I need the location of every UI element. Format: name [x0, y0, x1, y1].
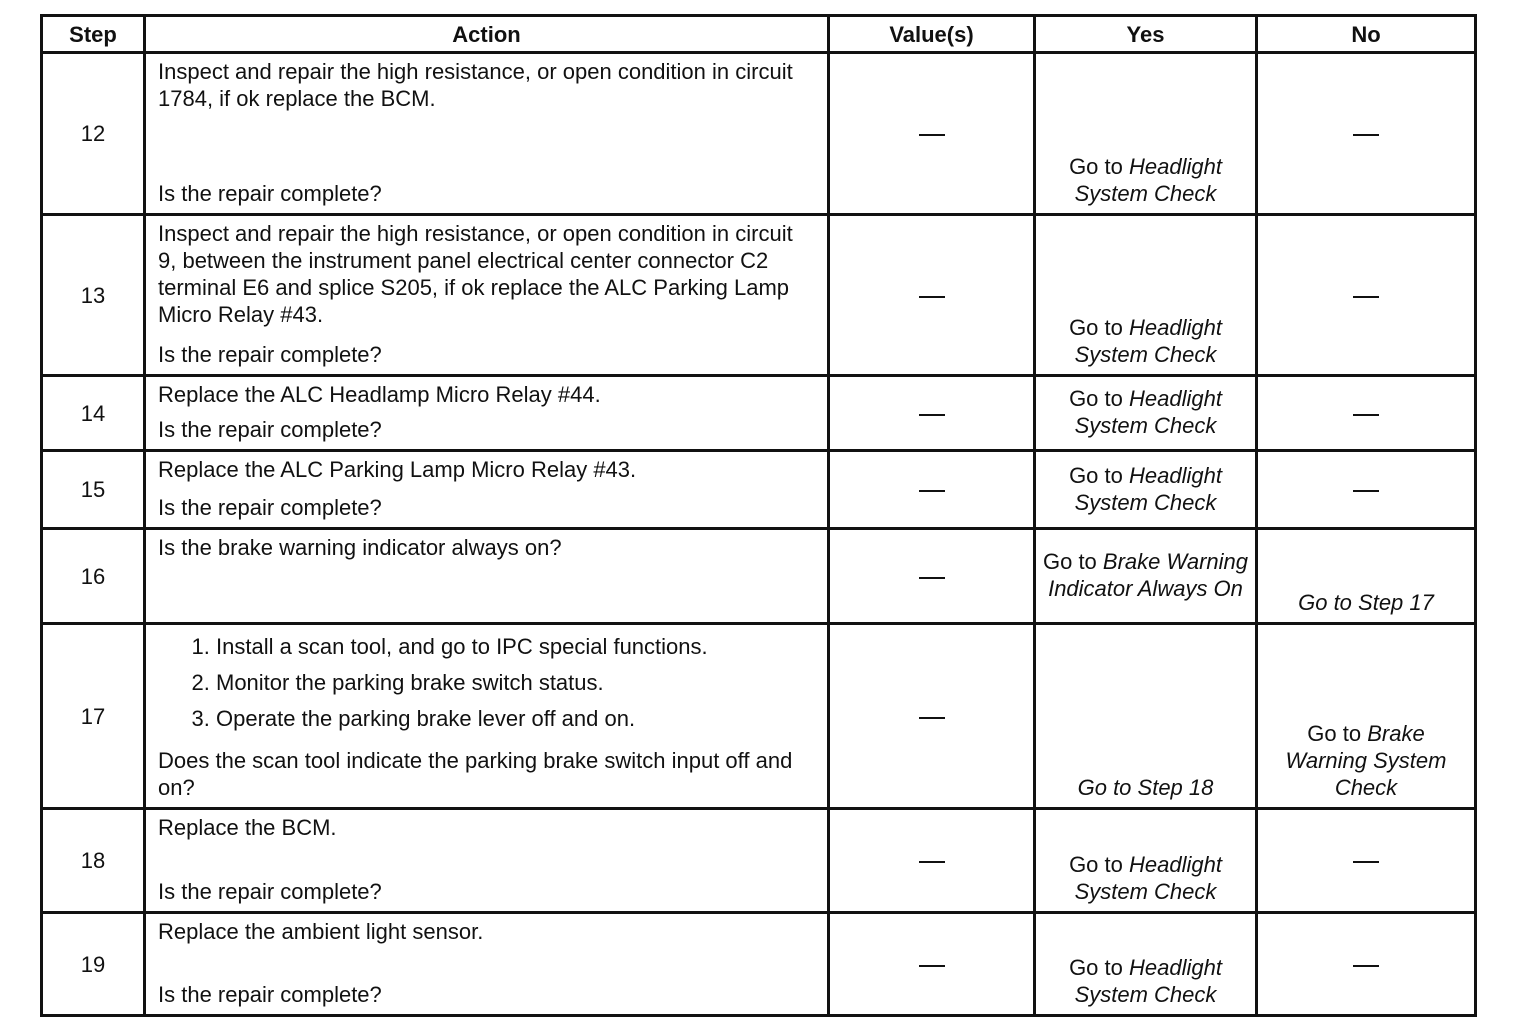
no-cell — [1257, 809, 1476, 913]
table-row — [42, 451, 1476, 529]
step-number: 14 — [42, 376, 145, 451]
no-cell — [1257, 913, 1476, 1016]
no-cell — [1257, 529, 1476, 624]
header-step: Step — [42, 16, 145, 53]
action-question: Is the repair complete? — [158, 342, 382, 367]
no-dash — [1353, 861, 1379, 863]
action-cell — [145, 624, 829, 809]
yes-result: Go to Headlight System Check — [1069, 852, 1222, 904]
header-values: Value(s) — [829, 16, 1035, 53]
no-dash — [1353, 965, 1379, 967]
yes-cell — [1035, 215, 1257, 376]
value-dash — [919, 965, 945, 967]
action-cell — [145, 809, 829, 913]
action-question: Is the repair complete? — [158, 181, 382, 206]
value-cell — [829, 215, 1035, 376]
diagnostic-table — [40, 14, 1477, 1017]
action-cell — [145, 53, 829, 215]
table-row — [42, 376, 1476, 451]
table-row — [42, 913, 1476, 1016]
action-text: Replace the ALC Headlamp Micro Relay #44. — [158, 382, 601, 407]
value-cell — [829, 624, 1035, 809]
value-dash — [919, 490, 945, 492]
action-question: Is the repair complete? — [158, 982, 382, 1007]
value-cell — [829, 913, 1035, 1016]
table-row — [42, 624, 1476, 809]
no-result: Go to Step 17 — [1298, 590, 1434, 615]
step-number: 18 — [42, 809, 145, 913]
action-cell — [145, 913, 829, 1016]
no-dash — [1353, 414, 1379, 416]
action-question: Does the scan tool indicate the parking brake switch input off and on? — [158, 748, 793, 800]
yes-result: Go to Headlight System Check — [1069, 462, 1222, 515]
table-row — [42, 809, 1476, 913]
value-cell — [829, 529, 1035, 624]
yes-result: Go to Headlight System Check — [1069, 154, 1222, 206]
value-dash — [919, 134, 945, 136]
action-text: Inspect and repair the high resistance, or open condition in circuit 9, between the instrument panel electrical center connector C2 terminal E6 and splice S205, if ok replace the ALC Parking Lamp Micro Relay #43. — [158, 221, 793, 327]
yes-cell — [1035, 376, 1257, 451]
yes-cell — [1035, 913, 1257, 1016]
action-cell — [145, 376, 829, 451]
step-number: 17 — [42, 624, 145, 809]
no-cell — [1257, 624, 1476, 809]
action-question: Is the repair complete? — [158, 879, 382, 904]
yes-result: Go to Headlight System Check — [1069, 955, 1222, 1007]
yes-result: Go to Step 18 — [1077, 775, 1214, 800]
header-row — [42, 16, 1476, 53]
no-dash — [1353, 296, 1379, 298]
table-row — [42, 215, 1476, 376]
no-cell — [1257, 215, 1476, 376]
step-number: 13 — [42, 215, 145, 376]
yes-result: Go to Brake Warning Indicator Always On — [1042, 549, 1249, 601]
yes-cell — [1035, 451, 1257, 529]
value-dash — [919, 296, 945, 298]
header-no: No — [1257, 16, 1476, 53]
value-cell — [829, 376, 1035, 451]
value-dash — [919, 577, 945, 579]
value-dash — [919, 717, 945, 719]
table-row — [42, 53, 1476, 215]
header-yes: Yes — [1035, 16, 1257, 53]
action-cell — [145, 529, 829, 624]
no-cell — [1257, 451, 1476, 529]
action-text: Inspect and repair the high resistance, or open condition in circuit 1784, if ok replace the BCM. — [158, 59, 793, 111]
yes-cell — [1035, 624, 1257, 809]
yes-result: Go to Headlight System Check — [1069, 315, 1222, 367]
action-list — [158, 633, 817, 741]
no-dash — [1353, 134, 1379, 136]
header-action: Action — [145, 16, 829, 53]
yes-cell — [1035, 53, 1257, 215]
step-number: 12 — [42, 53, 145, 215]
value-cell — [829, 451, 1035, 529]
no-dash — [1353, 490, 1379, 492]
step-number: 19 — [42, 913, 145, 1016]
yes-cell — [1035, 529, 1257, 624]
yes-result: Go to Headlight System Check — [1069, 386, 1222, 438]
no-result: Go to Brake Warning System Check — [1285, 721, 1447, 800]
value-dash — [919, 414, 945, 416]
action-cell — [145, 215, 829, 376]
list-item: 3. Operate the parking brake lever off and on. — [216, 705, 817, 732]
no-cell — [1257, 53, 1476, 215]
action-text: Replace the BCM. — [158, 815, 337, 840]
value-dash — [919, 861, 945, 863]
action-question: Is the repair complete? — [158, 417, 382, 442]
action-text: Replace the ambient light sensor. — [158, 919, 484, 944]
table-row — [42, 529, 1476, 624]
yes-cell — [1035, 809, 1257, 913]
value-cell — [829, 53, 1035, 215]
action-text: Is the brake warning indicator always on? — [158, 535, 562, 560]
action-cell — [145, 451, 829, 529]
step-number: 15 — [42, 451, 145, 529]
no-cell — [1257, 376, 1476, 451]
list-item: 1. Install a scan tool, and go to IPC special functions. — [216, 633, 817, 660]
value-cell — [829, 809, 1035, 913]
list-item: 2. Monitor the parking brake switch status. — [216, 669, 817, 696]
action-question: Is the repair complete? — [158, 495, 382, 520]
step-number: 16 — [42, 529, 145, 624]
action-text: Replace the ALC Parking Lamp Micro Relay #43. — [158, 457, 637, 482]
